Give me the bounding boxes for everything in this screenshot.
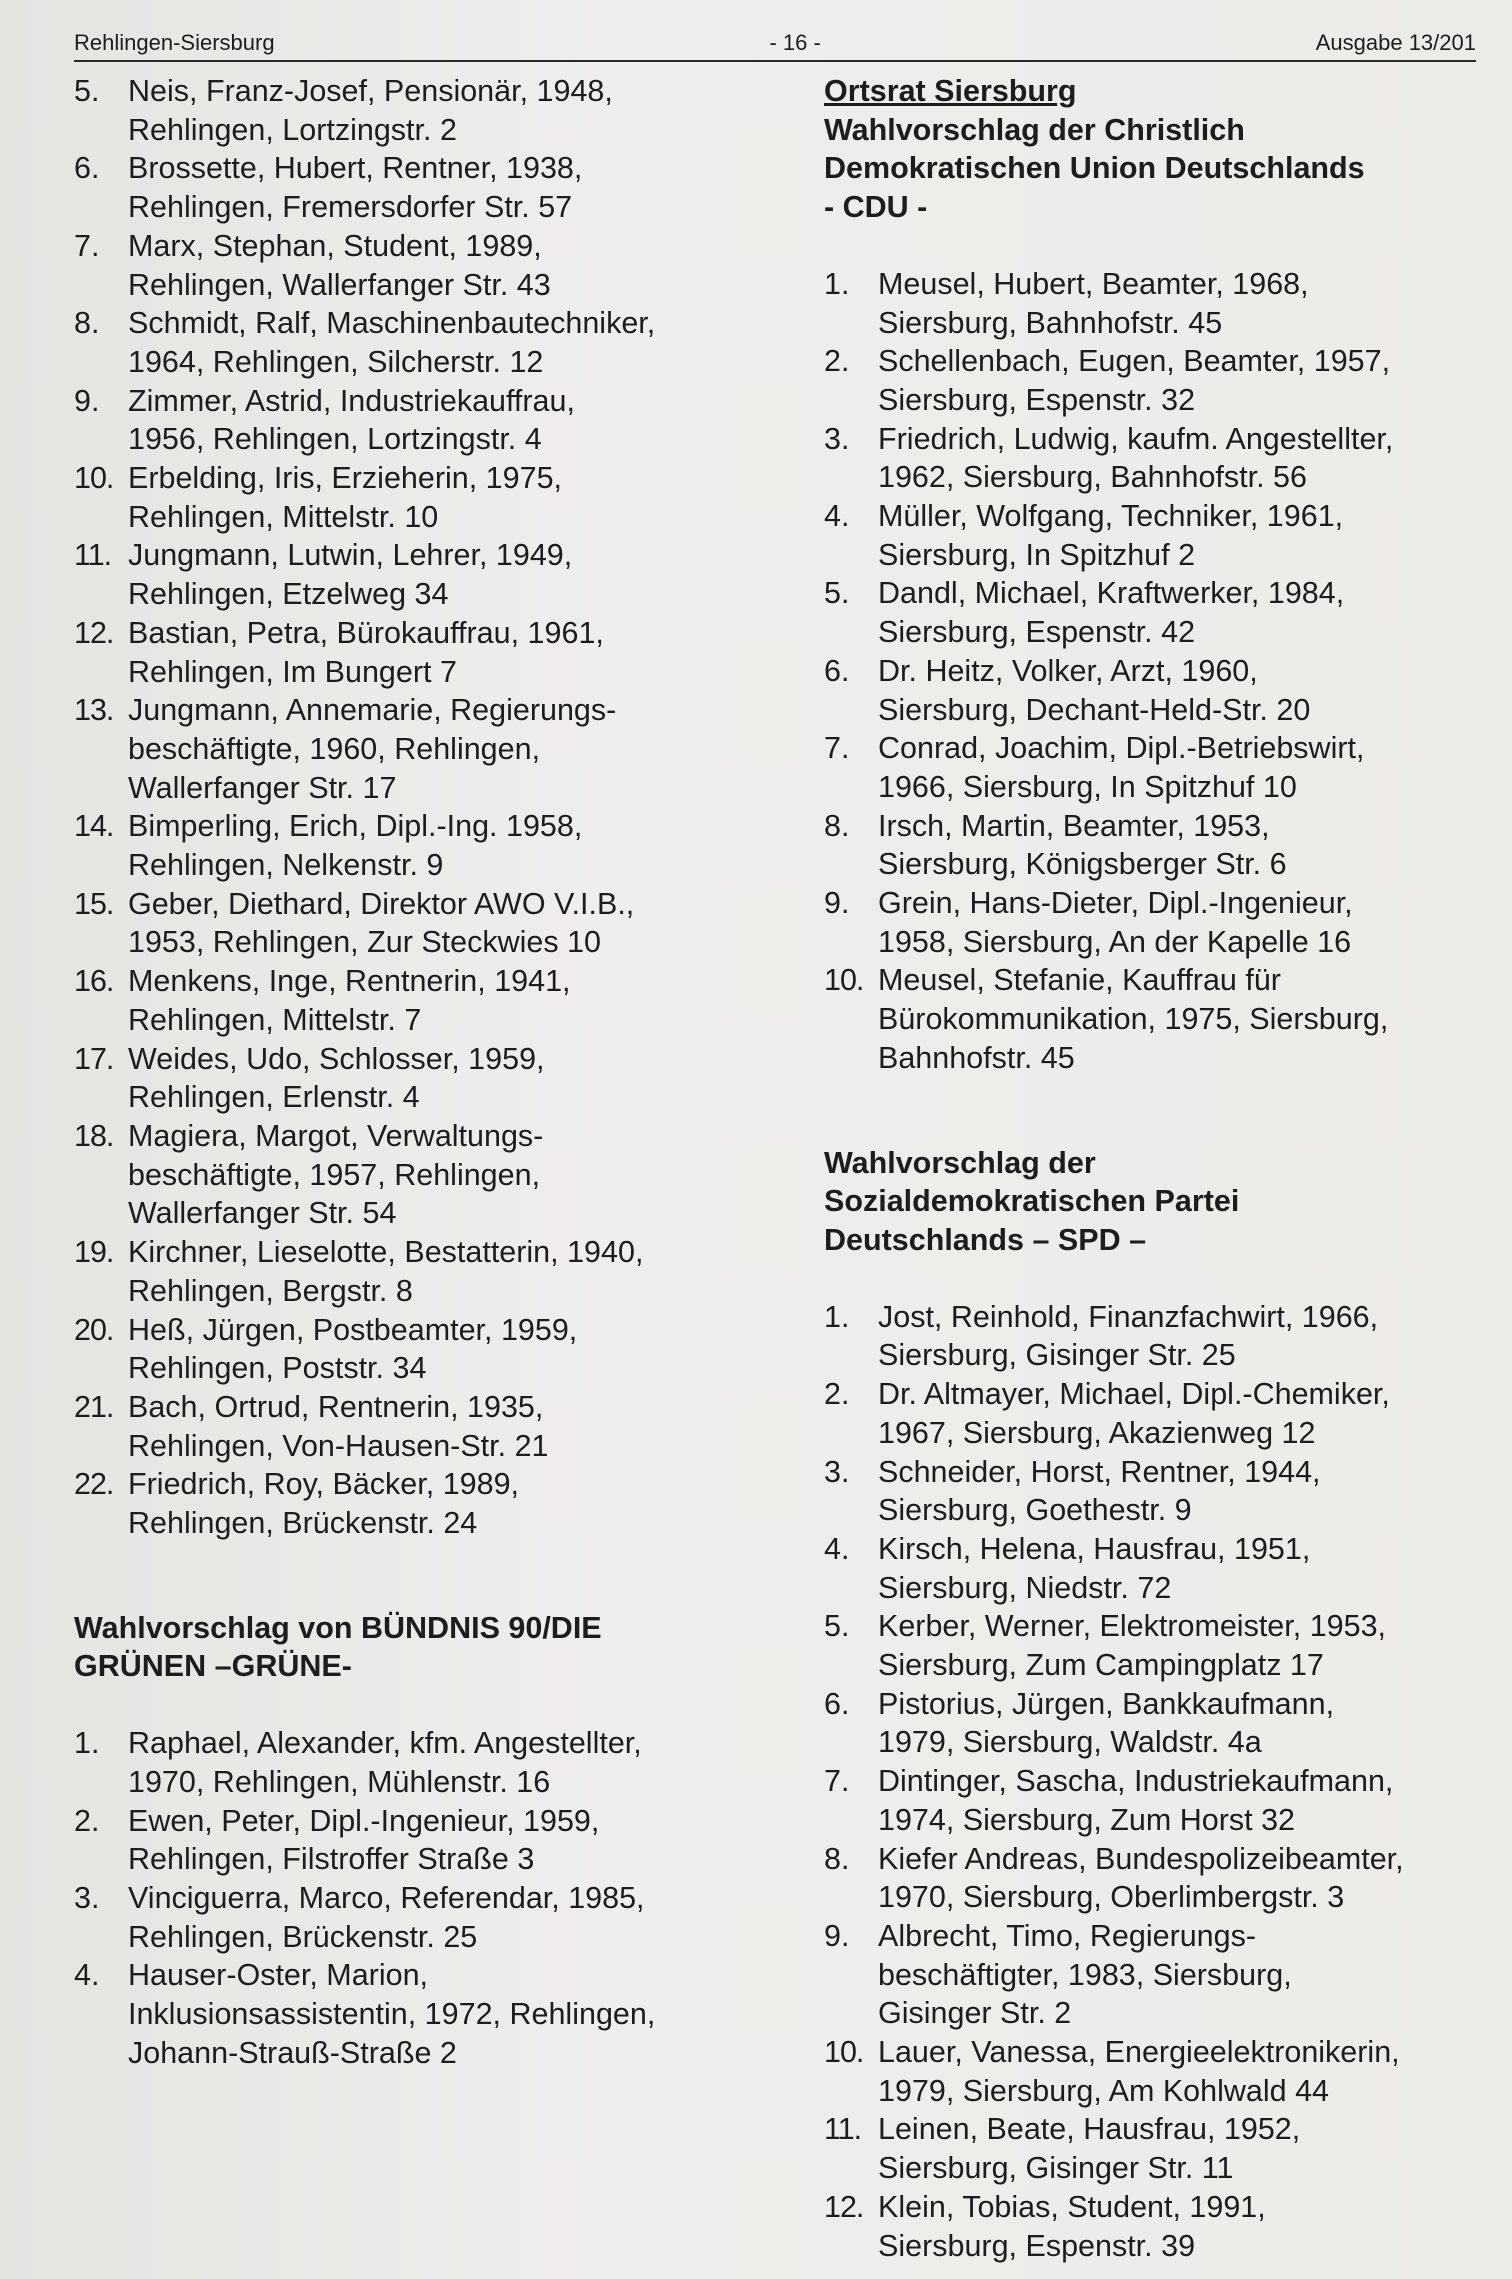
list-item-number: 1. — [74, 1726, 100, 1761]
list-item — [74, 227, 774, 304]
list-item-line: Siersburg, Niedstr. 72 — [878, 1570, 1172, 1605]
list-item-line: beschäftigter, 1983, Siersburg, — [878, 1957, 1292, 1992]
heading-line: Wahlvorschlag der Christlich — [824, 112, 1245, 147]
list-item-line: Rehlingen, Mittelstr. 7 — [128, 1002, 422, 1037]
list-item-line: Rehlingen, Filstroffer Straße 3 — [128, 1842, 535, 1877]
list-item-line: Siersburg, Espenstr. 39 — [878, 2228, 1196, 2263]
list-item-line: Rehlingen, Brückenstr. 24 — [128, 1506, 478, 1541]
list-item-number: 22. — [74, 1467, 114, 1502]
list-item — [74, 536, 774, 613]
list-item-line: Bimperling, Erich, Dipl.-Ing. 1958, — [128, 809, 583, 844]
list-item-line: 1964, Rehlingen, Silcherstr. 12 — [128, 344, 544, 379]
list-item-line: Rehlingen, Erlenstr. 4 — [128, 1080, 420, 1115]
list-item-number: 1. — [824, 266, 850, 301]
list-item-line: 1979, Siersburg, Am Kohlwald 44 — [878, 2073, 1329, 2108]
cdu-list — [824, 265, 1464, 1078]
list-item — [74, 1388, 774, 1465]
list-item-line: 1970, Rehlingen, Mühlenstr. 16 — [128, 1764, 551, 1799]
list-item-number: 3. — [824, 1454, 850, 1489]
list-item — [824, 1298, 1464, 1375]
list-item — [824, 2110, 1464, 2187]
spd-heading — [824, 1144, 1464, 1260]
list-item-line: Meusel, Stefanie, Kauffrau für — [878, 963, 1281, 998]
list-item-line: Rehlingen, Wallerfanger Str. 43 — [128, 267, 551, 302]
list-item — [824, 265, 1464, 342]
list-item-line: Neis, Franz-Josef, Pensionär, 1948, — [128, 74, 613, 108]
list-item-number: 20. — [74, 1312, 114, 1347]
list-item-line: Rehlingen, Lortzingstr. 2 — [128, 112, 457, 147]
list-item-line: Siersburg, Zum Campingplatz 17 — [878, 1648, 1324, 1683]
list-item-number: 9. — [74, 383, 100, 418]
list-item-line: Rehlingen, Von-Hausen-Str. 21 — [128, 1428, 549, 1463]
list-item-number: 14. — [74, 809, 114, 844]
list-item-number: 12. — [74, 615, 114, 650]
list-item — [824, 652, 1464, 729]
list-item-number: 1. — [824, 1299, 850, 1334]
list-item-line: Marx, Stephan, Student, 1989, — [128, 228, 542, 263]
list-item-line: Raphael, Alexander, kfm. Angestellter, — [128, 1726, 642, 1761]
list-item-number: 4. — [824, 1531, 850, 1566]
gruene-heading — [74, 1609, 774, 1686]
list-item — [74, 885, 774, 962]
list-item-line: Bürokommunikation, 1975, Siersburg, — [878, 1002, 1389, 1037]
list-item-number: 6. — [824, 653, 850, 688]
list-item — [74, 72, 774, 149]
list-item-number: 8. — [824, 1841, 850, 1876]
list-item-number: 11. — [824, 2112, 862, 2147]
list-item-line: Bach, Ortrud, Rentnerin, 1935, — [128, 1389, 544, 1424]
ortsrat-heading: Ortsrat Siersburg — [824, 74, 1077, 108]
list-item-line: 1962, Siersburg, Bahnhofstr. 56 — [878, 460, 1307, 495]
list-item-line: Magiera, Margot, Verwaltungs- — [128, 1118, 544, 1153]
list-item — [74, 962, 774, 1039]
list-continued — [74, 72, 774, 1543]
list-item-number: 7. — [824, 731, 850, 766]
list-item — [74, 1040, 774, 1117]
list-item-line: Siersburg, Königsberger Str. 6 — [878, 847, 1287, 882]
list-item-number: 15. — [74, 886, 114, 921]
list-item — [824, 342, 1464, 419]
list-item — [824, 807, 1464, 884]
list-item-line: Siersburg, Bahnhofstr. 45 — [878, 305, 1223, 340]
list-item-number: 2. — [824, 1377, 850, 1412]
list-item — [74, 691, 774, 807]
list-item-line: 1956, Rehlingen, Lortzingstr. 4 — [128, 422, 542, 457]
list-item-line: Friedrich, Roy, Bäcker, 1989, — [128, 1467, 520, 1502]
list-item-line: Dandl, Michael, Kraftwerker, 1984, — [878, 576, 1345, 611]
list-item — [74, 1724, 774, 1801]
list-item-number: 4. — [824, 499, 850, 534]
list-item-line: Leinen, Beate, Hausfrau, 1952, — [878, 2112, 1301, 2147]
list-item — [824, 1453, 1464, 1530]
list-item-line: Meusel, Hubert, Beamter, 1968, — [878, 266, 1309, 301]
heading-line: Wahlvorschlag der — [824, 1145, 1096, 1180]
list-item-line: Hauser-Oster, Marion, — [128, 1958, 429, 1993]
gruene-list — [74, 1724, 774, 2072]
list-item-line: Rehlingen, Bergstr. 8 — [128, 1273, 413, 1308]
list-item-line: Schmidt, Ralf, Maschinenbautechniker, — [128, 306, 656, 341]
list-item — [824, 497, 1464, 574]
list-item — [824, 729, 1464, 806]
list-item-number: 9. — [824, 1918, 850, 1953]
list-item-line: Irsch, Martin, Beamter, 1953, — [878, 808, 1270, 843]
list-item-line: Menkens, Inge, Rentnerin, 1941, — [128, 964, 571, 999]
list-item-line: Rehlingen, Mittelstr. 10 — [128, 499, 439, 534]
list-item-line: Jost, Reinhold, Finanzfachwirt, 1966, — [878, 1299, 1379, 1334]
list-item — [74, 1117, 774, 1233]
list-item-number: 9. — [824, 886, 850, 921]
list-item-line: Kirchner, Lieselotte, Bestatterin, 1940, — [128, 1235, 644, 1270]
list-item-line: Rehlingen, Fremersdorfer Str. 57 — [128, 190, 573, 225]
page-header — [74, 30, 1476, 62]
heading-line: Deutschlands – SPD – — [824, 1222, 1147, 1257]
list-item-line: Heß, Jürgen, Postbeamter, 1959, — [128, 1312, 578, 1347]
list-item-line: 1953, Rehlingen, Zur Steckwies 10 — [128, 925, 602, 960]
heading-line: GRÜNEN –GRÜNE- — [74, 1649, 352, 1684]
list-item-line: Lauer, Vanessa, Energieelektronikerin, — [878, 2035, 1400, 2070]
list-item-number: 21. — [74, 1389, 114, 1424]
list-item-line: Zimmer, Astrid, Industriekauffrau, — [128, 383, 575, 418]
list-item — [74, 1233, 774, 1310]
list-item-number: 4. — [74, 1958, 100, 1993]
list-item-line: Ewen, Peter, Dipl.-Ingenieur, 1959, — [128, 1803, 600, 1838]
list-item-line: beschäftigte, 1957, Rehlingen, — [128, 1157, 541, 1192]
list-item-line: Bahnhofstr. 45 — [878, 1040, 1075, 1075]
list-item-number: 10. — [824, 963, 864, 998]
list-item-line: Dr. Altmayer, Michael, Dipl.-Chemiker, — [878, 1377, 1390, 1412]
list-item-number: 19. — [74, 1235, 114, 1270]
list-item-line: Rehlingen, Brückenstr. 25 — [128, 1919, 478, 1954]
list-item-line: 1974, Siersburg, Zum Horst 32 — [878, 1802, 1296, 1837]
list-item-number: 2. — [74, 1803, 100, 1838]
list-item-line: Friedrich, Ludwig, kaufm. Angestellter, — [878, 421, 1394, 456]
list-item-line: Wallerfanger Str. 54 — [128, 1196, 397, 1231]
list-item-line: 1970, Siersburg, Oberlimbergstr. 3 — [878, 1880, 1345, 1915]
list-item-line: Dintinger, Sascha, Industriekaufmann, — [878, 1764, 1394, 1799]
list-item-line: Siersburg, Gisinger Str. 11 — [878, 2151, 1234, 2186]
list-item — [824, 1607, 1464, 1684]
list-item-line: 1958, Siersburg, An der Kapelle 16 — [878, 924, 1352, 959]
list-item-line: Rehlingen, Poststr. 34 — [128, 1351, 427, 1386]
list-item-line: Bastian, Petra, Bürokauffrau, 1961, — [128, 615, 604, 650]
header-page-number: - 16 - — [769, 30, 821, 55]
list-item — [824, 1762, 1464, 1839]
list-item-number: 13. — [74, 693, 114, 728]
list-item-line: Kerber, Werner, Elektromeister, 1953, — [878, 1609, 1387, 1644]
list-item-line: Geber, Diethard, Direktor AWO V.I.B., — [128, 886, 635, 921]
list-item-line: Johann-Strauß-Straße 2 — [128, 2035, 457, 2070]
list-item-line: Grein, Hans-Dieter, Dipl.-Ingenieur, — [878, 886, 1353, 921]
list-item — [824, 1917, 1464, 2033]
list-item-number: 7. — [824, 1764, 850, 1799]
header-left: Rehlingen-Siersburg — [74, 30, 275, 55]
list-item — [74, 807, 774, 884]
list-item-line: Siersburg, Dechant-Held-Str. 20 — [878, 692, 1311, 727]
list-item-line: Jungmann, Lutwin, Lehrer, 1949, — [128, 538, 573, 573]
list-item — [74, 382, 774, 459]
list-item-line: Rehlingen, Nelkenstr. 9 — [128, 848, 444, 883]
list-item — [824, 1375, 1464, 1452]
list-item — [74, 304, 774, 381]
right-column — [824, 72, 1464, 2265]
list-item — [74, 614, 774, 691]
header-issue: Ausgabe 13/201 — [1315, 30, 1476, 55]
list-item — [824, 1840, 1464, 1917]
list-item-number: 8. — [824, 808, 850, 843]
list-item-number: 3. — [74, 1880, 100, 1915]
list-item — [74, 1465, 774, 1542]
list-item-number: 8. — [74, 306, 100, 341]
list-item — [824, 1530, 1464, 1607]
list-item-line: 1979, Siersburg, Waldstr. 4a — [878, 1725, 1262, 1760]
spd-list — [824, 1298, 1464, 2266]
list-item-line: Albrecht, Timo, Regierungs- — [878, 1918, 1257, 1953]
list-item — [74, 1879, 774, 1956]
list-item — [824, 2033, 1464, 2110]
list-item-line: Erbelding, Iris, Erzieherin, 1975, — [128, 461, 562, 496]
list-item — [824, 420, 1464, 497]
list-item-number: 7. — [74, 228, 100, 263]
list-item-line: Pistorius, Jürgen, Bankkaufmann, — [878, 1686, 1335, 1721]
list-item-line: Kiefer Andreas, Bundespolizeibeamter, — [878, 1841, 1404, 1876]
list-item-number: 12. — [824, 2189, 864, 2224]
list-item-number: 11. — [74, 538, 112, 573]
list-item-line: Schellenbach, Eugen, Beamter, 1957, — [878, 344, 1391, 379]
list-item-number: 5. — [824, 576, 850, 611]
list-item-number: 5. — [74, 74, 100, 108]
list-item — [824, 2188, 1464, 2265]
list-item — [824, 961, 1464, 1077]
list-item-line: Siersburg, Espenstr. 32 — [878, 382, 1196, 417]
list-item — [74, 1956, 774, 2072]
list-item-line: Rehlingen, Etzelweg 34 — [128, 577, 449, 612]
list-item-line: Kirsch, Helena, Hausfrau, 1951, — [878, 1531, 1311, 1566]
list-item-line: Siersburg, Espenstr. 42 — [878, 615, 1196, 650]
list-item-line: 1967, Siersburg, Akazienweg 12 — [878, 1415, 1316, 1450]
list-item-line: Brossette, Hubert, Rentner, 1938, — [128, 151, 583, 186]
list-item-number: 18. — [74, 1118, 114, 1153]
list-item-line: Klein, Tobias, Student, 1991, — [878, 2189, 1266, 2224]
list-item — [74, 1802, 774, 1879]
list-item-line: Müller, Wolfgang, Techniker, 1961, — [878, 499, 1344, 534]
list-item-number: 6. — [74, 151, 100, 186]
list-item-number: 17. — [74, 1041, 114, 1076]
heading-line: Demokratischen Union Deutschlands — [824, 151, 1365, 186]
list-item-line: Wallerfanger Str. 17 — [128, 770, 397, 805]
list-item — [74, 1311, 774, 1388]
list-item-line: 1966, Siersburg, In Spitzhuf 10 — [878, 769, 1297, 804]
list-item-line: Jungmann, Annemarie, Regierungs- — [128, 693, 617, 728]
list-item — [824, 574, 1464, 651]
list-item-line: Vinciguerra, Marco, Referendar, 1985, — [128, 1880, 645, 1915]
list-item-number: 2. — [824, 344, 850, 379]
heading-line: Sozialdemokratischen Partei — [824, 1184, 1240, 1219]
list-item-number: 5. — [824, 1609, 850, 1644]
list-item — [74, 459, 774, 536]
list-item-line: beschäftigte, 1960, Rehlingen, — [128, 731, 541, 766]
heading-line: - CDU - — [824, 190, 928, 225]
list-item-line: Siersburg, Gisinger Str. 25 — [878, 1338, 1236, 1373]
list-item-line: Conrad, Joachim, Dipl.-Betriebswirt, — [878, 731, 1365, 766]
list-item — [74, 149, 774, 226]
list-item-number: 16. — [74, 964, 114, 999]
list-item-line: Inklusionsassistentin, 1972, Rehlingen, — [128, 1997, 656, 2032]
list-item-number: 10. — [824, 2035, 864, 2070]
list-item-number: 10. — [74, 461, 114, 496]
list-item-number: 3. — [824, 421, 850, 456]
list-item-line: Gisinger Str. 2 — [878, 1996, 1072, 2031]
list-item-number: 6. — [824, 1686, 850, 1721]
list-item-line: Dr. Heitz, Volker, Arzt, 1960, — [878, 653, 1258, 688]
list-item-line: Schneider, Horst, Rentner, 1944, — [878, 1454, 1321, 1489]
list-item — [824, 1685, 1464, 1762]
list-item-line: Siersburg, In Spitzhuf 2 — [878, 537, 1196, 572]
list-item-line: Weides, Udo, Schlosser, 1959, — [128, 1041, 545, 1076]
list-item-line: Rehlingen, Im Bungert 7 — [128, 654, 457, 689]
left-column — [74, 72, 774, 2265]
list-item-line: Siersburg, Goethestr. 9 — [878, 1493, 1192, 1528]
list-item — [824, 884, 1464, 961]
heading-line: Wahlvorschlag von BÜNDNIS 90/DIE — [74, 1610, 602, 1645]
cdu-heading — [824, 111, 1464, 227]
